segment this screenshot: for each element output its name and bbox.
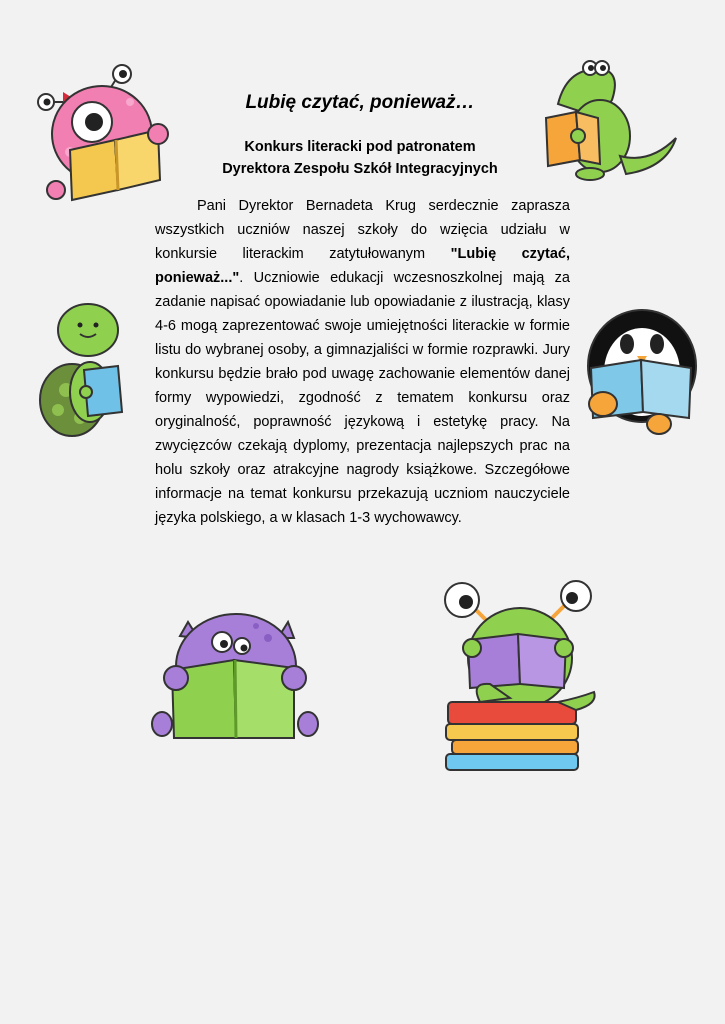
subtitle-line-2: Dyrektora Zespołu Szkół Integracyjnych [222, 161, 498, 177]
page-title: Lubię czytać, ponieważ… [245, 92, 475, 113]
subtitle [150, 136, 570, 180]
contest-name: "Lubię czytać, ponieważ..." [155, 246, 570, 286]
body-paragraph [155, 194, 570, 530]
subtitle-line-1: Konkurs literacki pod patronatem [244, 139, 476, 155]
pink-monster-illustration [30, 62, 185, 207]
body-part-2: . Uczniowie edukacji wczesnoszkolnej mają za zadanie napisać opowiadanie lub opowiadanie z ilustracją, klasy 4-6 mogą zaprezentować swoje umiejętności literackie w formie listu do wybranej osoby, a gimnazjaliści w formie rozprawki. Jury konkursu będzie brało pod uwagę zachowanie elementów danej formy wypowiedzi, zgodność z tematem konkursu oraz oryginalność, poprawność językową i estetykę pracy. Na zwycięzców czekają dyplomy, prezentacja najlepszych prac na holu szkoły oraz atrakcyjne nagrody książkowe. Szczegółowe informacje na temat konkursu przekazują uczniom nauczyciele języka polskiego, a w klasach 1-3 wychowawcy. [155, 270, 570, 526]
body-part-1: Pani Dyrektor Bernadeta Krug serdecznie zaprasza wszystkich uczniów naszej szkoły do wzięcia udziału w konkursie literackim zatytułowanym [155, 198, 570, 262]
turtle-illustration [36, 300, 131, 440]
purple-monster-illustration [148, 608, 328, 743]
alien-on-books-illustration [440, 578, 600, 773]
penguin-illustration [585, 308, 700, 438]
crocodile-illustration [538, 56, 678, 184]
